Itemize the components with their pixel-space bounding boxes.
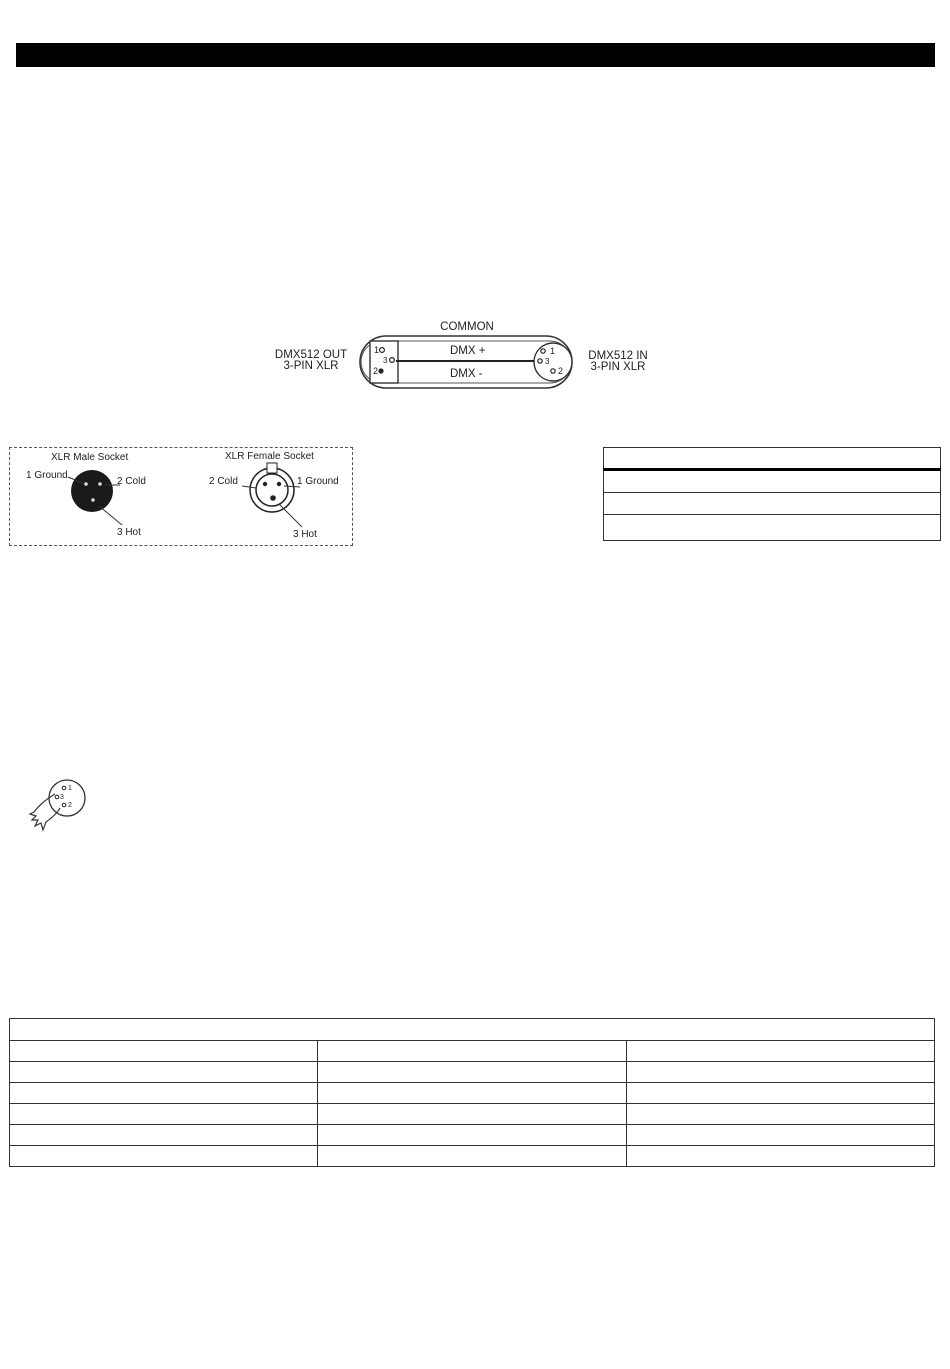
section-header-bar bbox=[16, 43, 935, 67]
table-cell bbox=[318, 1104, 626, 1125]
table-row bbox=[10, 1146, 935, 1167]
table-cell bbox=[318, 1041, 626, 1062]
male-pin-1 bbox=[84, 482, 88, 486]
terminator-pin-1-label: 1 bbox=[68, 785, 72, 792]
table-row bbox=[604, 448, 941, 470]
table-cell bbox=[626, 1146, 934, 1167]
connection-table bbox=[603, 447, 941, 541]
female-socket-title: XLR Female Socket bbox=[225, 451, 314, 462]
table-title-cell bbox=[10, 1019, 935, 1041]
female-hot-leader bbox=[279, 504, 302, 527]
dmx-out-label-line2: 3-PIN XLR bbox=[283, 360, 339, 372]
dmx-out-label bbox=[270, 350, 352, 372]
table-cell bbox=[626, 1041, 934, 1062]
male-hot-leader bbox=[99, 506, 122, 525]
terminator-pin-3-label: 3 bbox=[60, 794, 64, 801]
in-pin-3-label: 3 bbox=[545, 357, 550, 366]
terminator-pin-2-label: 2 bbox=[68, 802, 72, 809]
male-pin-2 bbox=[98, 482, 102, 486]
table-row bbox=[604, 493, 941, 515]
out-pin-2 bbox=[378, 368, 383, 373]
out-pin-1-label: 1 bbox=[374, 345, 380, 355]
table-row bbox=[10, 1062, 935, 1083]
male-cold-label: 2 Cold bbox=[117, 476, 146, 487]
table-row bbox=[10, 1083, 935, 1104]
table-cell bbox=[626, 1083, 934, 1104]
table-row bbox=[10, 1125, 935, 1146]
male-hot-label: 3 Hot bbox=[117, 527, 141, 538]
table-cell bbox=[318, 1062, 626, 1083]
male-pin-3 bbox=[91, 498, 95, 502]
female-socket-key bbox=[267, 463, 277, 473]
in-pin-2-label: 2 bbox=[558, 366, 564, 376]
table-cell bbox=[604, 515, 941, 541]
table-cell bbox=[10, 1083, 318, 1104]
female-pin-2 bbox=[263, 482, 267, 486]
data-table bbox=[9, 1018, 935, 1167]
table-cell bbox=[626, 1104, 934, 1125]
table-row bbox=[604, 470, 941, 493]
female-pin-3 bbox=[270, 495, 276, 501]
table-cell bbox=[10, 1146, 318, 1167]
table-cell bbox=[604, 470, 941, 493]
dmx-minus-label: DMX - bbox=[450, 368, 483, 380]
dmx-out-label-line1: DMX512 OUT bbox=[274, 349, 348, 361]
dmx-plus-label: DMX + bbox=[450, 345, 486, 357]
table-cell bbox=[10, 1062, 318, 1083]
male-socket-body bbox=[71, 470, 113, 512]
table-header-cell bbox=[604, 448, 941, 470]
terminator-plug-icon bbox=[26, 778, 88, 834]
table-row bbox=[10, 1104, 935, 1125]
table-row bbox=[10, 1019, 935, 1041]
dmx-cable-diagram bbox=[356, 333, 576, 389]
out-pin-3-label: 3 bbox=[383, 356, 388, 365]
dmx-in-label-line1: DMX512 IN bbox=[588, 350, 648, 362]
table-cell bbox=[626, 1062, 934, 1083]
xlr-socket-diagram bbox=[9, 447, 353, 546]
table-cell bbox=[10, 1041, 318, 1062]
female-socket-inner bbox=[256, 474, 288, 506]
female-ground-label: 1 Ground bbox=[297, 476, 339, 487]
table-cell bbox=[10, 1125, 318, 1146]
female-pin-1 bbox=[277, 482, 281, 486]
female-hot-label: 3 Hot bbox=[293, 529, 317, 540]
dmx-in-label-line2: 3-PIN XLR bbox=[590, 361, 646, 373]
table-cell bbox=[10, 1104, 318, 1125]
table-cell bbox=[604, 493, 941, 515]
table-row bbox=[10, 1041, 935, 1062]
in-pin-1-label: 1 bbox=[550, 346, 556, 356]
female-cold-label: 2 Cold bbox=[209, 476, 238, 487]
male-ground-label: 1 Ground bbox=[26, 470, 68, 481]
table-cell bbox=[318, 1125, 626, 1146]
table-row bbox=[604, 515, 941, 541]
dmx-in-label bbox=[584, 351, 652, 373]
table-cell bbox=[626, 1125, 934, 1146]
male-socket-title: XLR Male Socket bbox=[51, 452, 129, 463]
common-label: COMMON bbox=[440, 321, 494, 333]
table-cell bbox=[318, 1146, 626, 1167]
out-pin-2-label: 2 bbox=[373, 366, 379, 376]
table-cell bbox=[318, 1083, 626, 1104]
